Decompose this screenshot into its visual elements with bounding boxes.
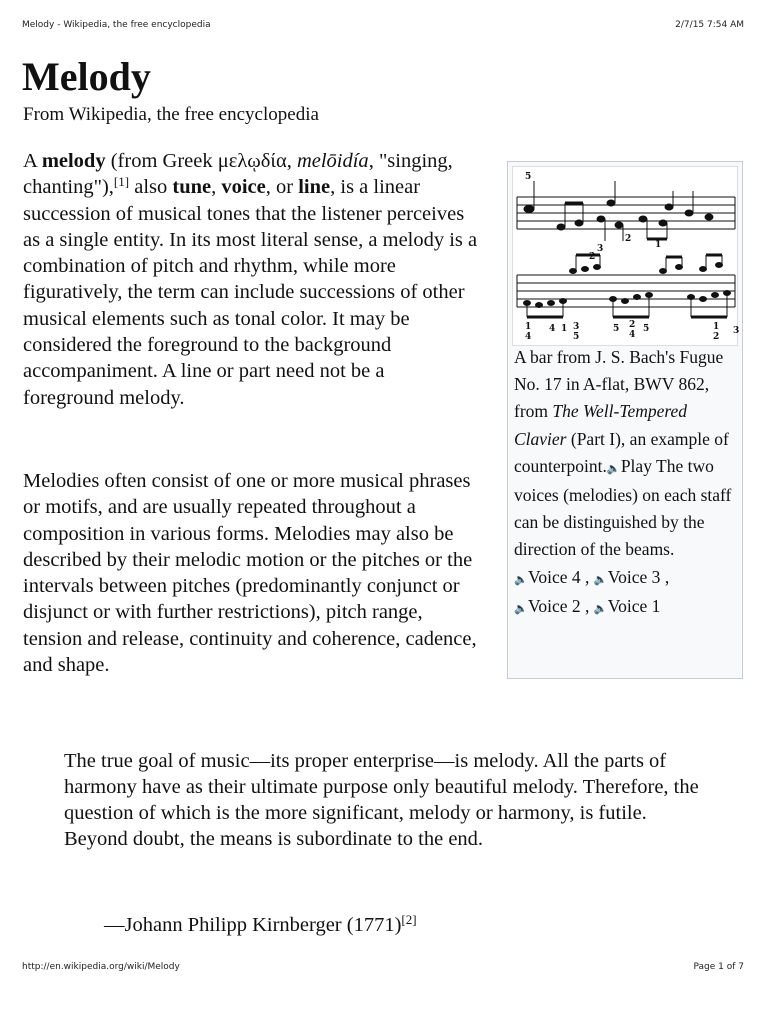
separator: , — [580, 595, 594, 616]
caption-text: The two voices (melodies) on each staff can be distinguished by the direction of the beams. — [514, 455, 732, 560]
greek-word: μελῳδία — [217, 150, 287, 172]
print-header-datetime: 2/7/15 7:54 AM — [675, 20, 744, 30]
text: also — [129, 176, 173, 199]
fingering-bottom: 5 — [573, 332, 580, 342]
fingering-bottom: 2 — [713, 332, 720, 342]
fingering-bottom: 5 — [613, 324, 620, 334]
text: , "singing, chanting"), — [23, 150, 453, 199]
reference-link-2[interactable]: [2] — [401, 912, 417, 927]
quote-author: —Johann Philipp Kirnberger (1771) — [104, 914, 402, 936]
upper-notes — [524, 181, 713, 241]
text: , — [211, 176, 222, 199]
score-image[interactable] — [512, 166, 738, 346]
separator: , — [580, 566, 594, 587]
separator: , — [660, 566, 670, 587]
text: (from Greek — [105, 150, 218, 172]
play-link[interactable]: Play — [620, 455, 652, 476]
fingering-mid: 2 — [625, 234, 632, 244]
term-melody: melody — [41, 150, 106, 172]
fingering-bottom: 1 — [561, 324, 568, 334]
page-title: Melody — [22, 54, 151, 99]
fingering-bottom: 1 — [525, 322, 532, 332]
figure-caption — [514, 344, 740, 622]
term-line: line — [298, 176, 331, 199]
speaker-icon[interactable]: 🔈 — [593, 572, 608, 586]
fingering-bottom: 3 — [573, 322, 580, 332]
blockquote: The true goal of music—its proper enterprise—is melody. All the parts of harmony have as their ultimate purpose only beautiful melody. Therefore, the question of which is the more significant, melody or harmony, is futile. Beyond doubt, the means is subordinate to the end. — [64, 750, 699, 850]
speaker-icon[interactable]: 🔈 — [514, 601, 528, 615]
speaker-icon[interactable]: 🔈 — [514, 572, 528, 586]
fingering-mid: 1 — [655, 240, 662, 250]
voice-1-link[interactable]: Voice 1 — [607, 595, 661, 616]
voice-4-link[interactable]: Voice 4 — [528, 566, 581, 587]
print-footer-url: http://en.wikipedia.org/wiki/Melody — [22, 962, 180, 972]
sheet-music-image — [513, 167, 740, 345]
fingering-bottom: 4 — [629, 330, 636, 340]
intro-paragraph — [23, 148, 478, 411]
upper-staff — [517, 197, 735, 229]
text: A — [23, 150, 42, 172]
fingering-mid: 2 — [589, 252, 596, 262]
caption-text: (Part I), an example of counterpoint. — [514, 428, 729, 476]
speaker-icon[interactable]: 🔈 — [593, 601, 608, 615]
fingering-bottom: 3 — [733, 326, 740, 336]
fingering-bottom: 5 — [643, 324, 650, 334]
text: , is a linear succession of musical tones that the listener perceives as a single entity. In its most literal sense, a melody is a combination of pitch and rhythm, while more figuratively, the term can include successions of other musical elements such as tonal color. It may be considered the foreground to the background accompaniment. A line or part need not be a foreground melody. — [23, 176, 478, 409]
body-paragraph-2: Melodies often consist of one or more musical phrases or motifs, and are usually repeated throughout a composition in various forms. Melodies may also be described by their melodic motion or the pitches or the intervals between pitches (predominantly conjunct or disjunct or with further restrictions), pitch range, tension and release, continuity and coherence, cadence, and shape. — [23, 470, 477, 677]
lower-notes — [524, 255, 731, 317]
fingering-bottom: 4 — [549, 324, 556, 334]
reference-link-1[interactable]: [1] — [113, 174, 130, 190]
voice-3-link[interactable]: Voice 3 — [607, 566, 661, 587]
fingering-bottom: 4 — [525, 332, 532, 342]
transliteration: melōidía — [296, 150, 369, 172]
fingering-bottom: 2 — [629, 320, 636, 330]
quote-attribution — [104, 912, 417, 938]
term-tune: tune — [172, 176, 212, 199]
caption-text: A bar from J. S. Bach's Fugue No. 17 in A-flat, BWV 862, from — [514, 347, 724, 422]
fingering-mid: 3 — [597, 244, 604, 254]
fingering-top: 5 — [525, 172, 532, 182]
page-subtitle: From Wikipedia, the free encyclopedia — [23, 104, 319, 125]
voice-2-link[interactable]: Voice 2 — [528, 595, 581, 616]
caption-work-title: The Well-Tempered Clavier — [514, 401, 688, 449]
fingering-bottom: 1 — [713, 322, 720, 332]
text: , — [286, 150, 297, 172]
print-header-title: Melody - Wikipedia, the free encyclopedia — [22, 20, 211, 30]
print-footer-page: Page 1 of 7 — [693, 962, 744, 972]
speaker-icon[interactable]: 🔈 — [606, 461, 621, 475]
term-voice: voice — [221, 176, 266, 199]
text: , or — [265, 176, 299, 199]
